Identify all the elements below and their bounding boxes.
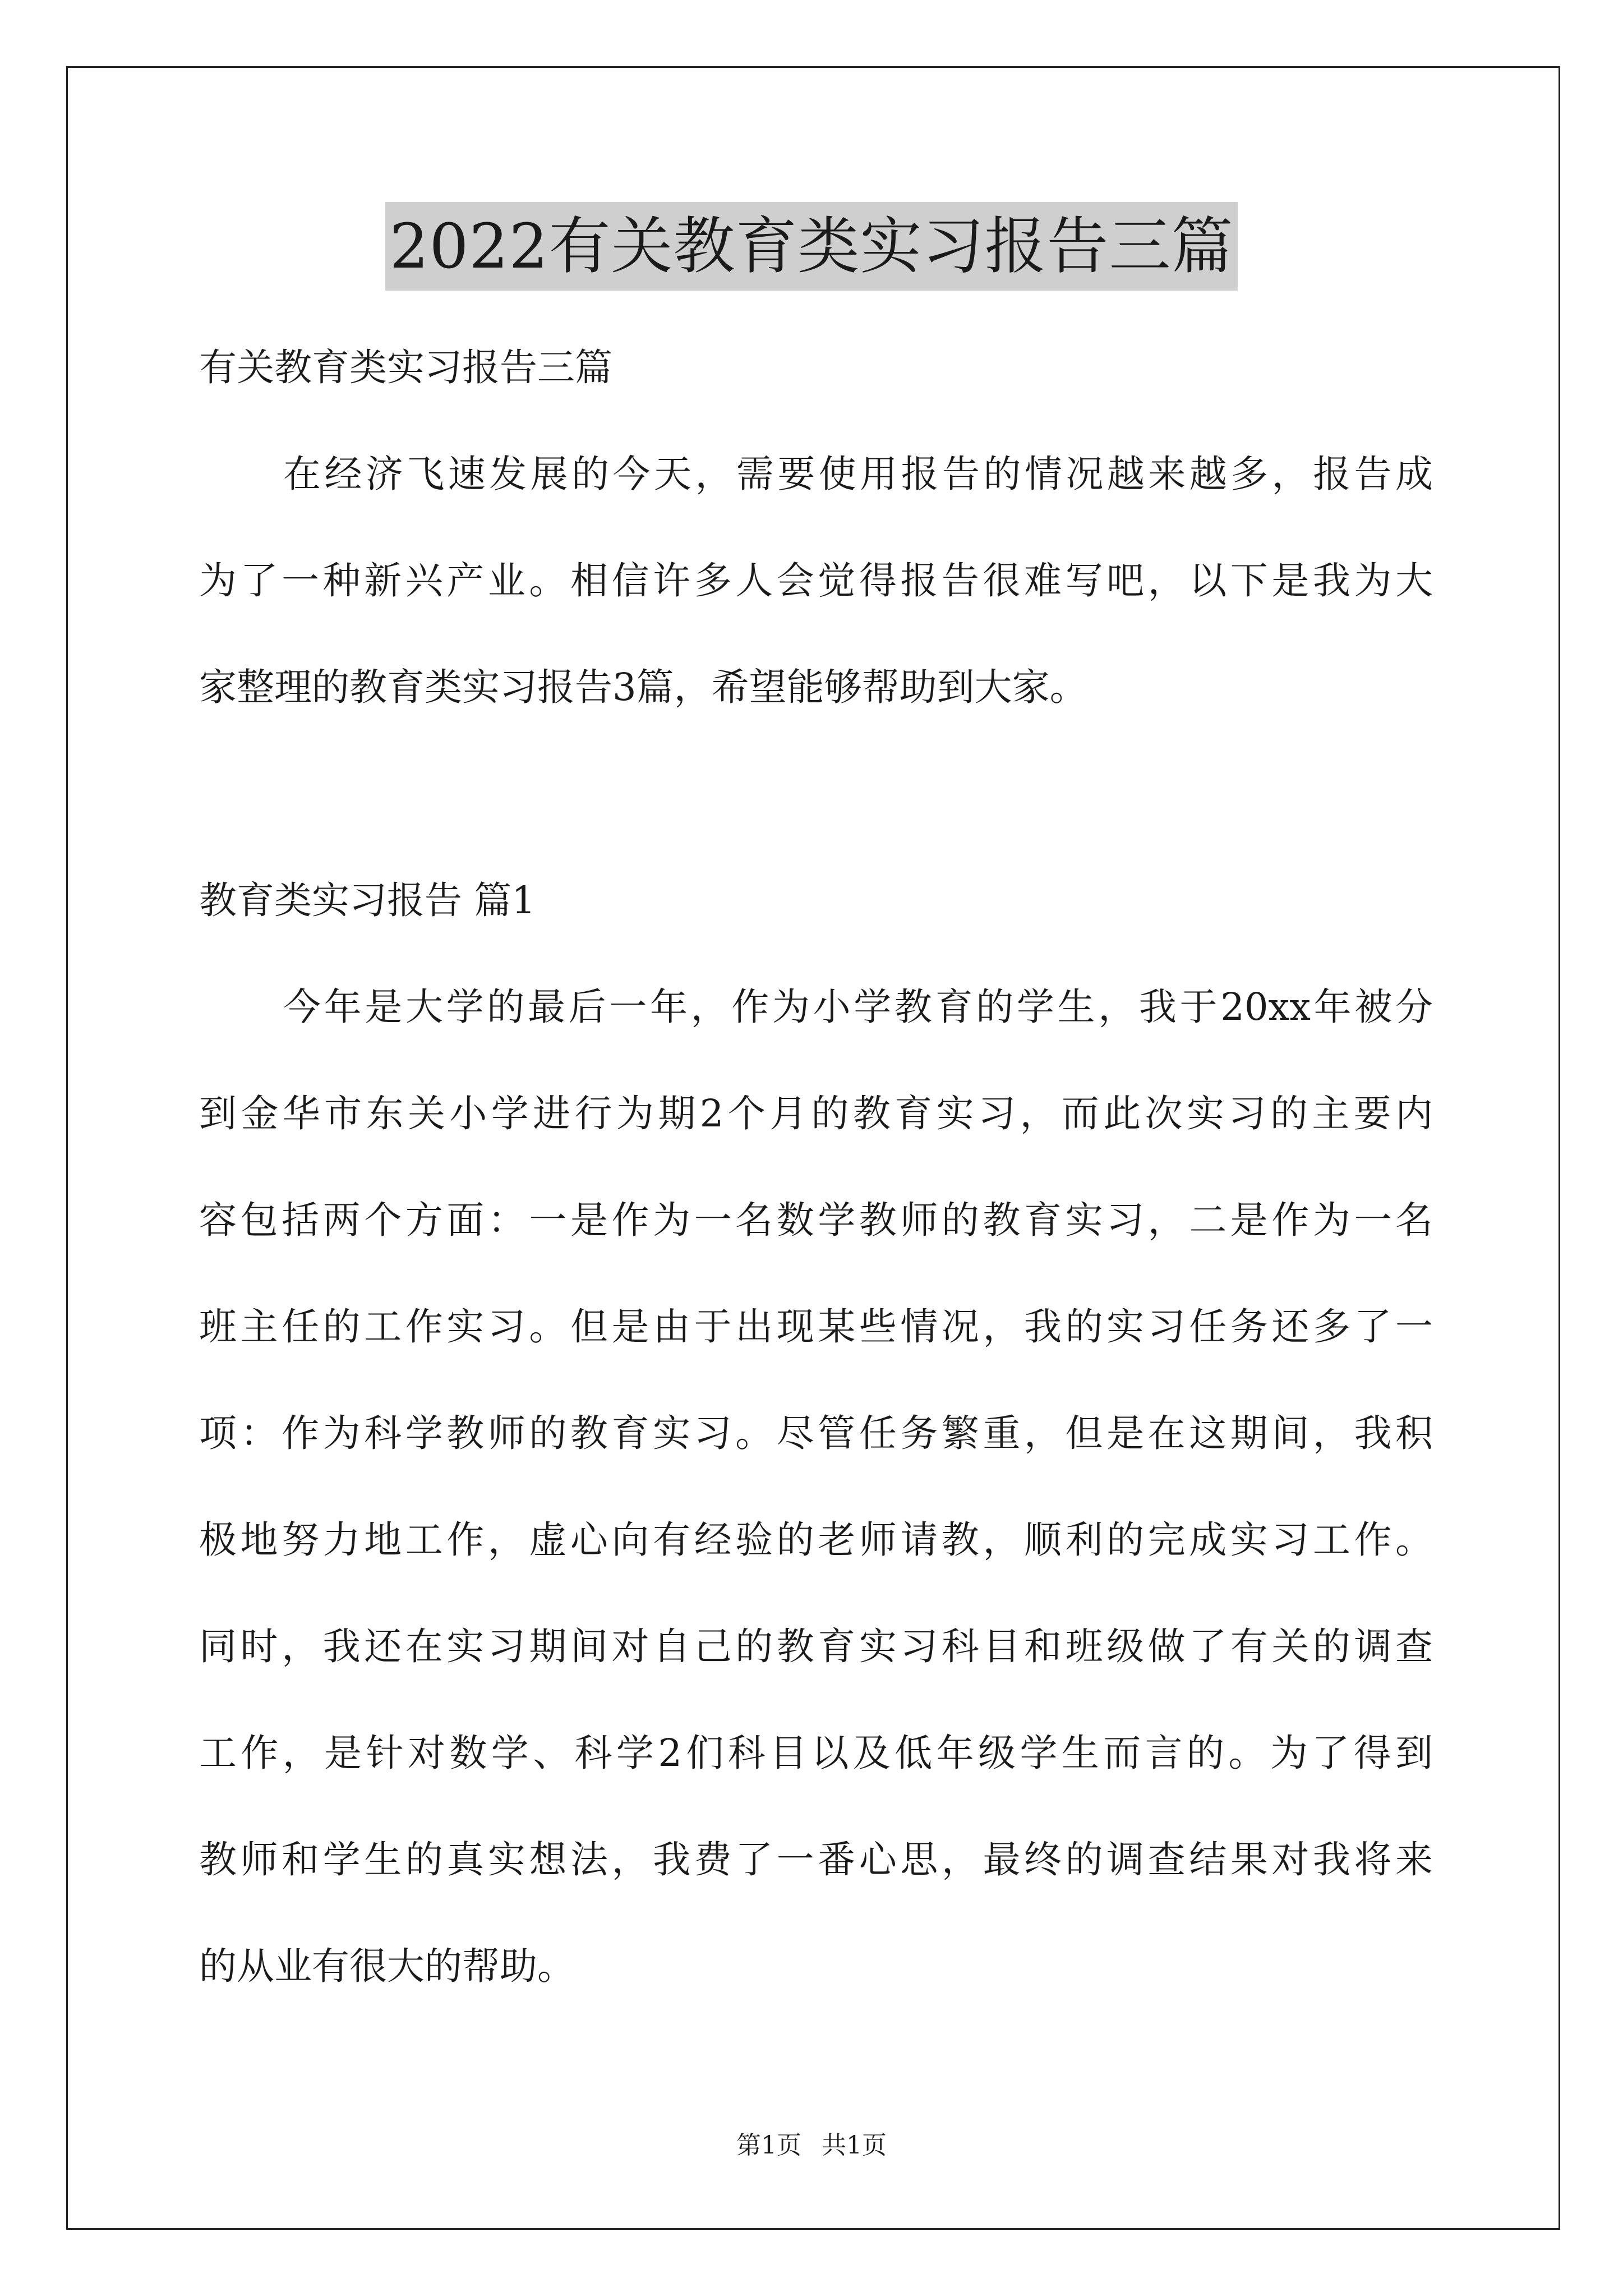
body-line: 教师和学生的真实想法，我费了一番心思，最终的调查结果对我将来: [199, 1838, 1433, 1881]
title-container: [0, 202, 1623, 291]
paragraph-gap: [199, 740, 1433, 847]
document-body: [199, 314, 1433, 2019]
page-total: 共1页: [822, 2131, 887, 2160]
body-line: 今年是大学的最后一年，作为小学教育的学生，我于20xx年被分: [283, 985, 1433, 1029]
document-subtitle: 有关教育类实习报告三篇: [199, 346, 612, 389]
body-line: 项：作为科学教师的教育实习。尽管任务繁重，但是在这期间，我积: [199, 1411, 1433, 1455]
body-line: 到金华市东关小学进行为期2个月的教育实习，而此次实习的主要内: [199, 1092, 1433, 1135]
body-line: 极地努力地工作，虚心向有经验的老师请教，顺利的完成实习工作。: [199, 1518, 1433, 1562]
intro-line: 为了一种新兴产业。相信许多人会觉得报告很难写吧，以下是我为大: [199, 559, 1433, 602]
intro-line: 在经济飞速发展的今天，需要使用报告的情况越来越多，报告成: [283, 452, 1433, 496]
page-number: 第1页: [736, 2131, 801, 2160]
document-title: 2022有关教育类实习报告三篇: [385, 202, 1238, 291]
body-line: 同时，我还在实习期间对自己的教育实习科目和班级做了有关的调查: [199, 1625, 1433, 1668]
body-line: 班主任的工作实习。但是由于出现某些情况，我的实习任务还多了一: [199, 1305, 1433, 1349]
page-footer: [0, 2129, 1623, 2162]
section-heading: 教育类实习报告 篇1: [199, 878, 536, 922]
intro-line: 家整理的教育类实习报告3篇，希望能够帮助到大家。: [199, 665, 1087, 709]
body-line: 工作，是针对数学、科学2们科目以及低年级学生而言的。为了得到: [199, 1731, 1433, 1775]
body-line: 容包括两个方面：一是作为一名数学教师的教育实习，二是作为一名: [199, 1198, 1433, 1242]
body-line: 的从业有很大的帮助。: [199, 1944, 575, 1988]
